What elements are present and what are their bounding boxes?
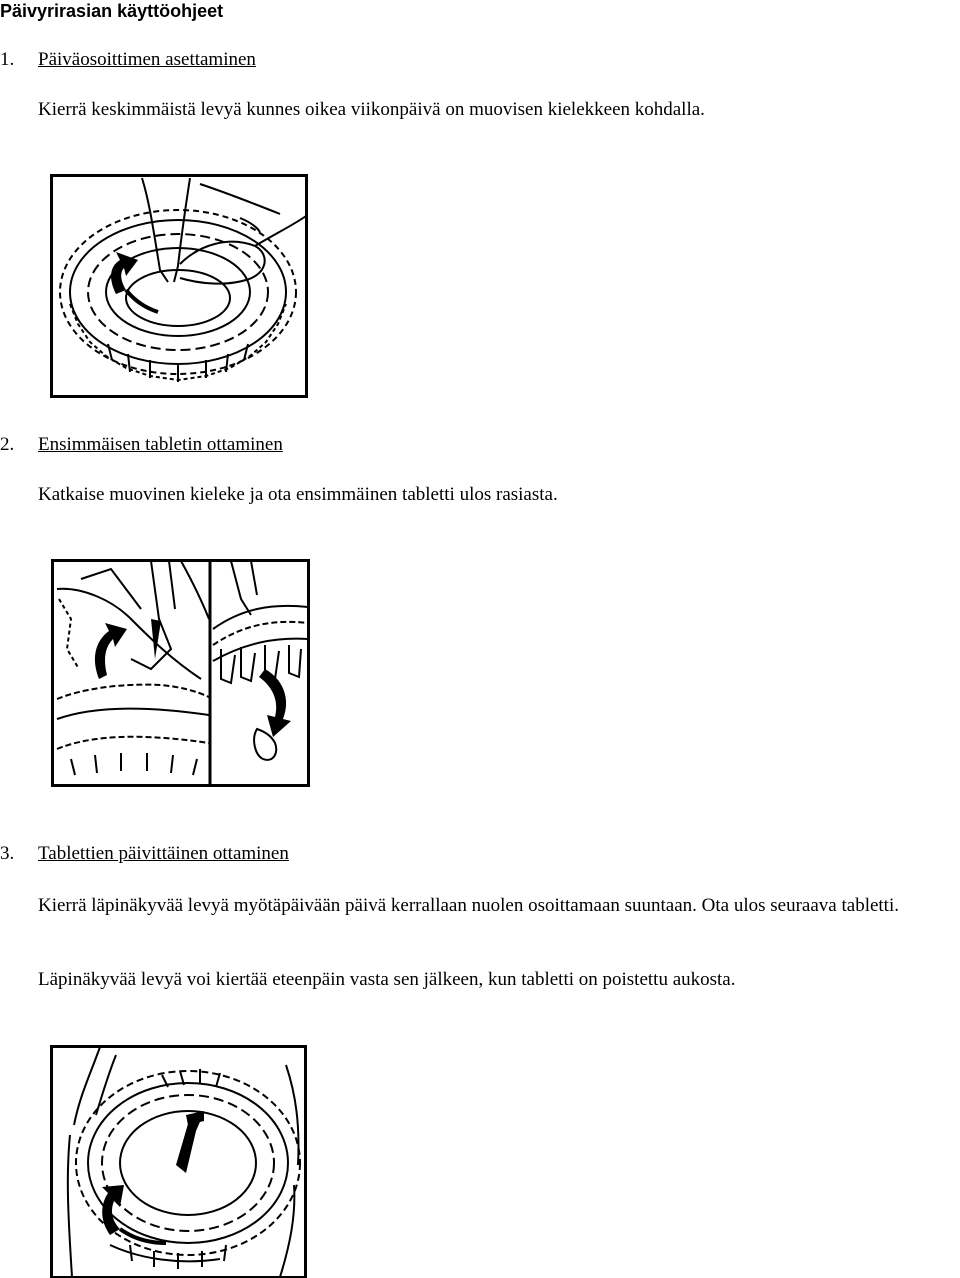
tab-break-illustration-icon xyxy=(51,559,310,787)
section-1-paragraph: Kierrä keskimmäistä levyä kunnes oikea viikonpäivä on muovisen kielekkeen kohdalla. xyxy=(38,99,705,120)
section-3-heading xyxy=(0,842,289,866)
section-1-number: 1. xyxy=(0,49,15,70)
section-3-title: Tablettien päivittäinen ottaminen xyxy=(38,843,289,864)
section-1-title: Päiväosoittimen asettaminen xyxy=(38,49,256,70)
section-3-number: 3. xyxy=(0,843,15,864)
section-2-number: 2. xyxy=(0,434,15,455)
section-3-paragraph-1: Kierrä läpinäkyvää levyä myötäpäivään päivä kerrallaan nuolen osoittamaan suuntaan. Ota ulos seuraava tabletti. xyxy=(38,895,899,916)
section-2-title: Ensimmäisen tabletin ottaminen xyxy=(38,434,283,455)
section-2-heading xyxy=(0,433,283,457)
section-3-paragraph-2: Läpinäkyvää levyä voi kiertää eteenpäin vasta sen jälkeen, kun tabletti on poistettu aukosta. xyxy=(38,969,736,990)
section-1-heading xyxy=(0,48,256,72)
figure-2 xyxy=(51,559,310,787)
section-2-paragraph: Katkaise muovinen kieleke ja ota ensimmäinen tabletti ulos rasiasta. xyxy=(38,484,558,505)
page-title: Päivyrirasian käyttöohjeet xyxy=(0,1,224,21)
figure-3 xyxy=(50,1045,307,1278)
figure-1 xyxy=(50,174,308,398)
dial-turn-illustration-icon xyxy=(50,174,308,398)
dial-rotate-illustration-icon xyxy=(50,1045,307,1278)
